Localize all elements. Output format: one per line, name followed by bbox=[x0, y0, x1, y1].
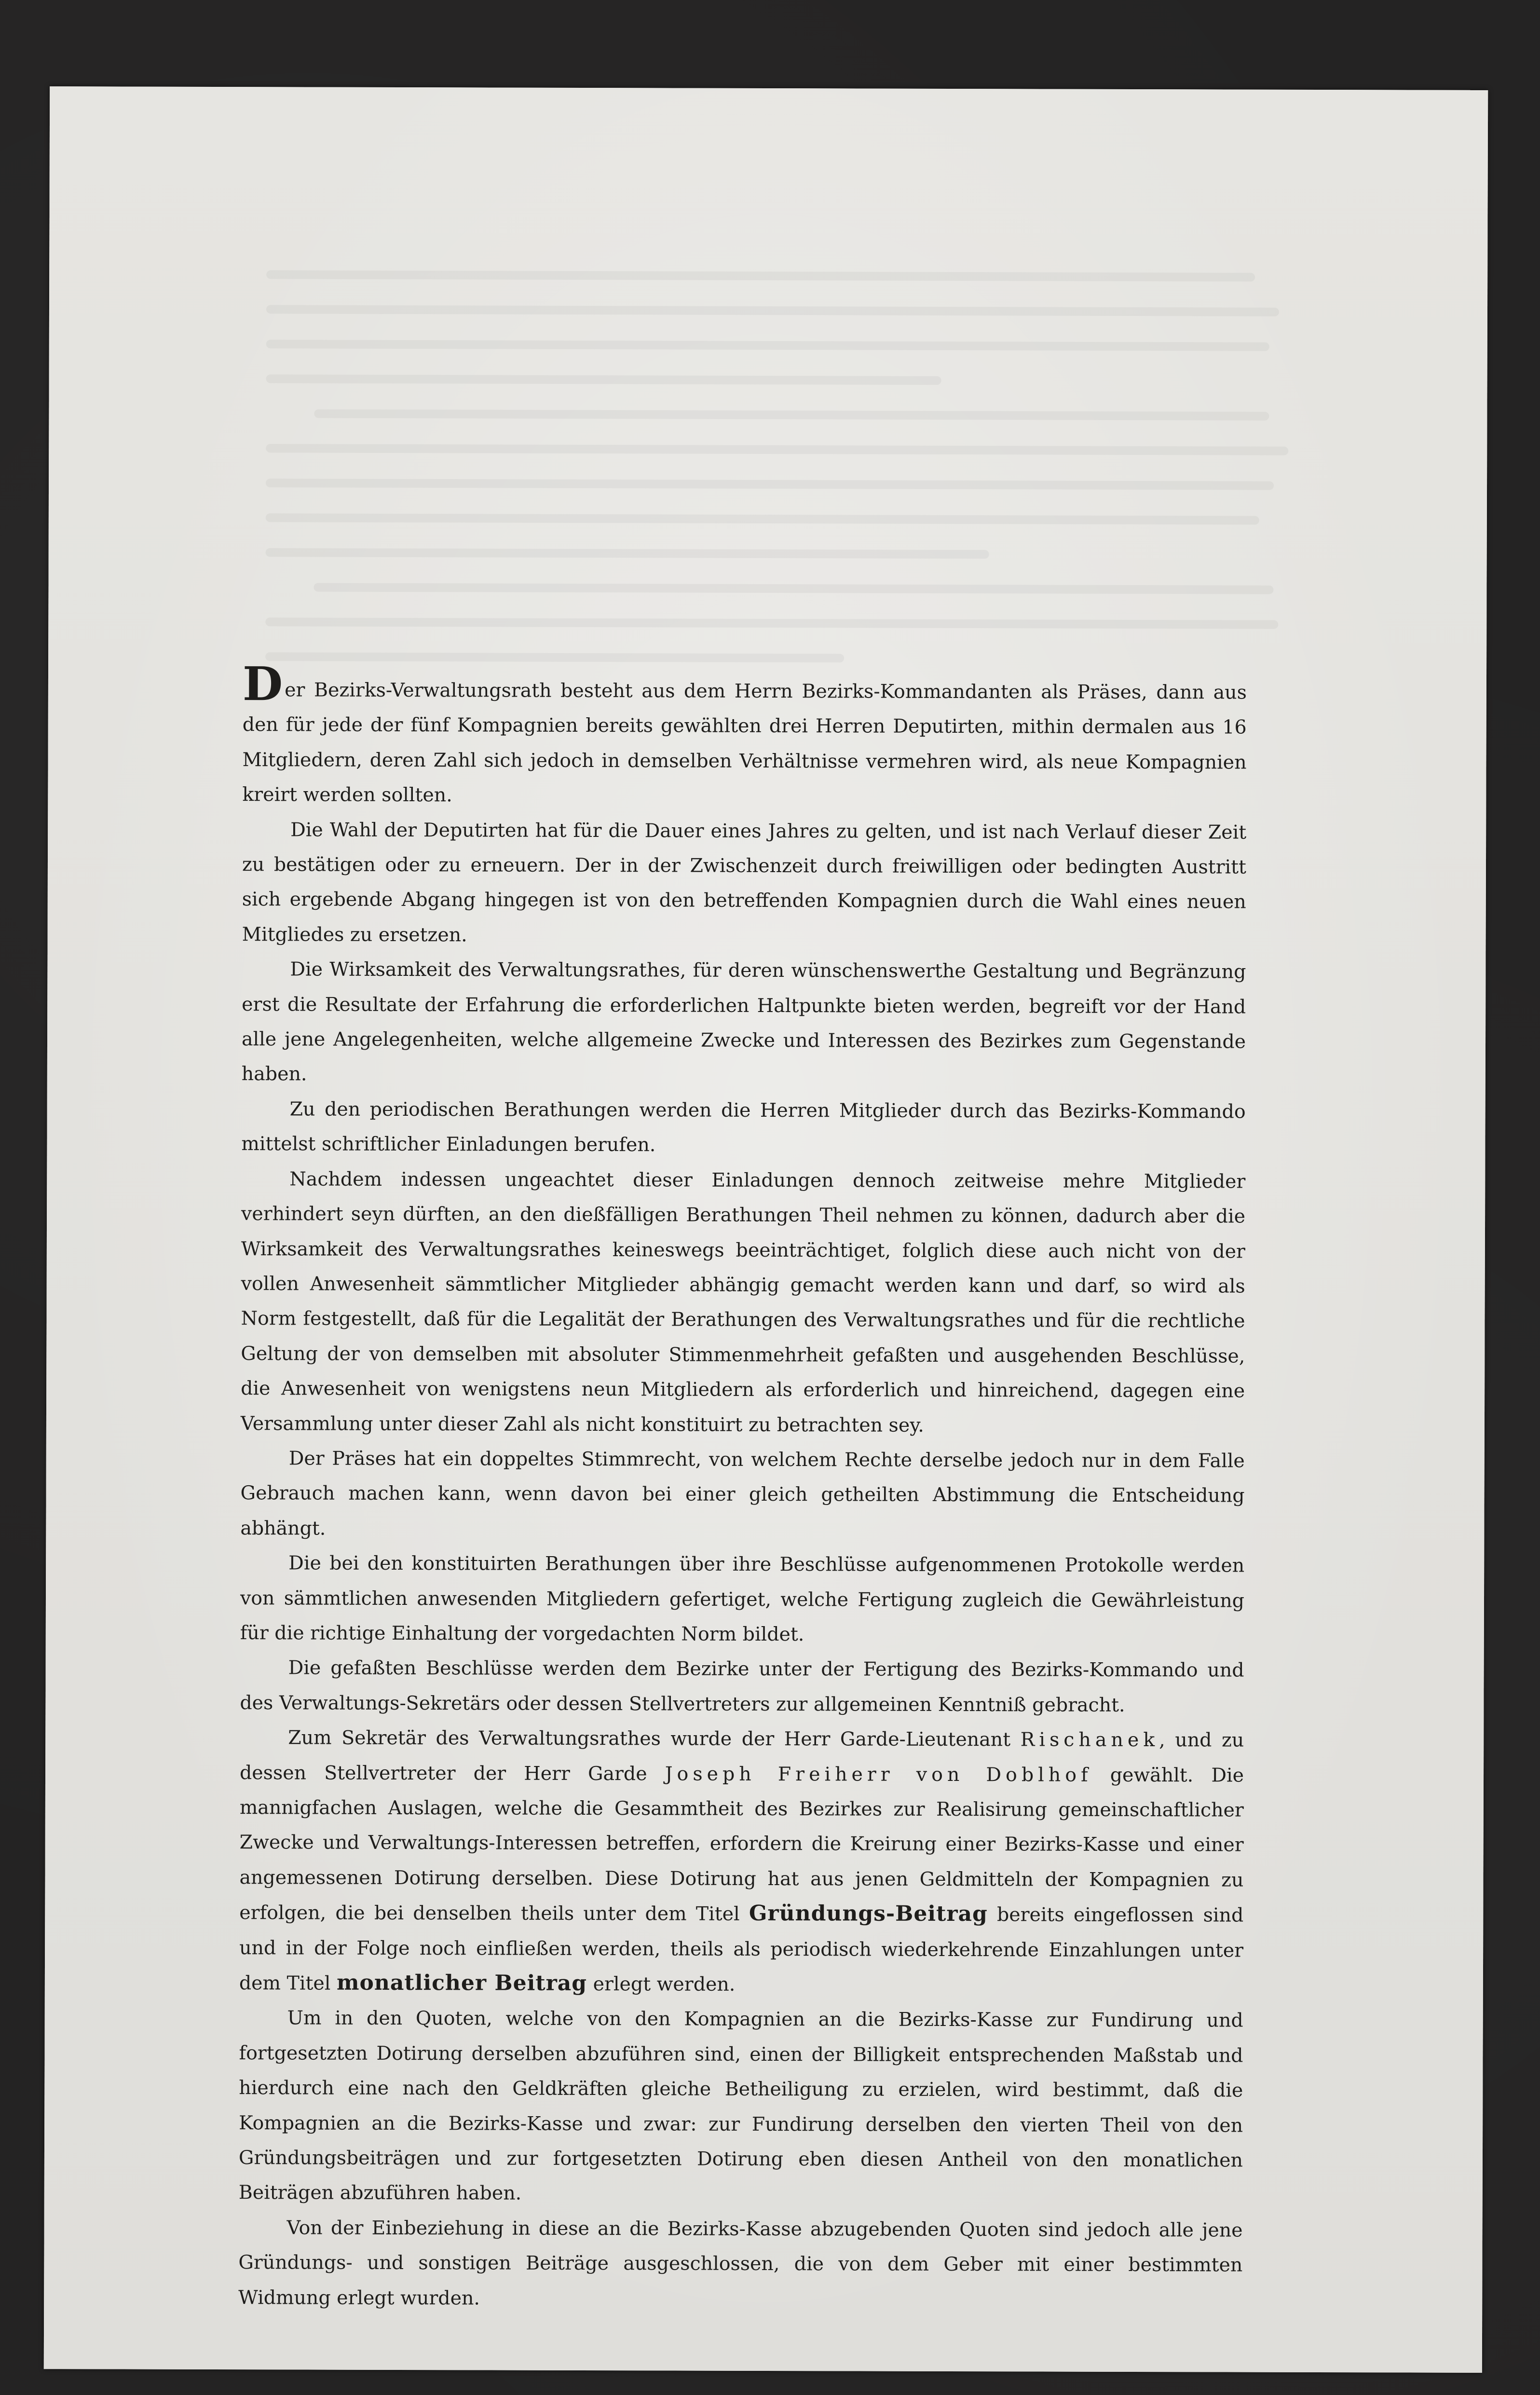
paragraph-verwaltungsrath bbox=[242, 657, 1247, 815]
deputy-name: Joseph Freiherr von Doblhof bbox=[665, 1763, 1092, 1786]
paragraph-text: er Bezirks-Verwaltungsrath besteht aus dem Herrn Bezirks-Kommandanten als Präses, dann aus den für jede der fünf Kompagnien bereits gewählten drei Herren Deputirten, mithin dermalen aus 16 Mitgliedern, deren Zahl sich jedoch in demselben Verhältnisse vermehren wird, als neue Kompagnien kreirt werden sollten. bbox=[242, 679, 1247, 807]
paragraph-text: erlegt werden. bbox=[587, 1973, 736, 1996]
paragraph-beschluesse: Die gefaßten Beschlüsse werden dem Bezirke unter der Fertigung des Bezirks-Kommando und des Verwaltungs-Sekretärs oder dessen Stellvertreters zur allgemeinen Kenntniß gebracht. bbox=[240, 1656, 1244, 1716]
drop-cap: D bbox=[242, 657, 283, 712]
paragraph-quoten: Um in den Quoten, welche von den Kompagnien an die Bezirks-Kasse zur Fundirung und fortgesetzten Dotirung derselben abzuführen sind, einen der Billigkeit entsprechenden Maßstab und hierdurch eine nach den Geldkräften gleiche Betheiligung zu erzielen, wird bestimmt, daß die Kompagnien an die Bezirks-Kasse und zwar: zur Fundirung derselben den vierten Theil von den Gründungsbeiträgen und zur fortgesetzten Dotirung eben diesen Antheil von den monatlichen Beiträgen abzuführen haben. bbox=[238, 2007, 1243, 2205]
paragraph-text: bereits eingeflossen sind und in der Folge noch einfließen werden, theils als periodisch wiederkehrende Einzahlungen unter dem Titel bbox=[239, 1903, 1244, 1995]
paragraph-stimmrecht: Der Präses hat ein doppeltes Stimmrecht, von welchem Rechte derselbe jedoch nur in dem Falle Gebrauch machen kann, wenn davon bei einer gleich getheilten Abstimmung die Entscheidung abhängt. bbox=[240, 1447, 1245, 1540]
paragraph-text: , und zu dessen Stellvertreter der Herr Garde bbox=[239, 1729, 1244, 1785]
secretary-name: Rischanek bbox=[1020, 1728, 1159, 1752]
paragraph-text: gewählt. Die mannigfachen Auslagen, welche die Gesammtheit des Bezirkes zur Realisirung gemeinschaftlicher Zwecke und Verwaltungs-Interessen betreffen, erfordern die Kreirung einer Bezirks-Kasse und einer angemessenen Dotirung derselben. Diese Dotirung hat aus jenen Geldmitteln der Kompagnien zu erfolgen, die bei denselben theils unter dem Titel bbox=[239, 1764, 1244, 1926]
paragraph-berathungen: Zu den periodischen Berathungen werden die Herren Mitglieder durch das Bezirks-Kommando mittelst schriftlicher Einladungen berufen. bbox=[241, 1098, 1246, 1156]
title-monatlicher-beitrag: monatlicher Beitrag bbox=[336, 1970, 587, 1996]
paragraph-sekretaer-kasse bbox=[239, 1720, 1244, 2003]
paragraph-ausnahmen: Von der Einbeziehung in diese an die Bezirks-Kasse abzugebenden Quoten sind jedoch alle jene Gründungs- und sonstigen Beiträge ausgeschlossen, die von dem Geber mit einer bestimmten Widmung erlegt wurden. bbox=[238, 2217, 1243, 2310]
title-gruendungs-beitrag: Gründungs-Beitrag bbox=[749, 1901, 988, 1927]
document-sheet bbox=[44, 86, 1488, 2373]
paragraph-text: Zum Sekretär des Verwaltungsrathes wurde der Herr Garde-Lieutenant bbox=[288, 1726, 1021, 1751]
paragraph-wirksamkeit: Die Wirksamkeit des Verwaltungsrathes, für deren wünschenswerthe Gestaltung und Begränzung erst die Resultate der Erfahrung die erforderlichen Haltpunkte bieten werden, begreift vor der Hand alle jene Angelegenheiten, welche allgemeine Zwecke und Interessen des Bezirkes zum Gegenstande haben. bbox=[241, 958, 1246, 1085]
document-body bbox=[238, 657, 1247, 2318]
paragraph-protokolle: Die bei den konstituirten Berathungen über ihre Beschlüsse aufgenommenen Protokolle werden von sämmtlichen anwesenden Mitgliedern gefertiget, welche Fertigung zugleich die Gewährleistung für die richtige Einhaltung der vorgedachten Norm bildet. bbox=[240, 1552, 1245, 1646]
paragraph-wahl-deputirten: Die Wahl der Deputirten hat für die Dauer eines Jahres zu gelten, und ist nach Verlauf dieser Zeit zu bestätigen oder zu erneuern. Der in der Zwischenzeit durch freiwilligen oder bedingten Austritt sich ergebende Abgang hingegen ist von den betreffenden Kompagnien durch die Wahl eines neuen Mitgliedes zu ersetzen. bbox=[242, 819, 1247, 946]
paragraph-legalitaet: Nachdem indessen ungeachtet dieser Einladungen dennoch zeitweise mehre Mitglieder verhindert seyn dürften, an den dießfälligen Berathungen Theil nehmen zu können, dadurch aber die Wirksamkeit des Verwaltungsrathes keineswegs beeinträchtiget, folglich diese auch nicht von der vollen Anwesenheit sämmtlicher Mitglieder abhängig gemacht werden kann und darf, so wird als Norm festgestellt, daß für die Legalität der Berathungen des Verwaltungsrathes und für die rechtliche Geltung der von demselben mit absoluter Stimmenmehrheit gefaßten und ausgehenden Beschlüsse, die Anwesenheit von wenigstens neun Mitgliedern als erforderlich und hinreichend, dagegen eine Versammlung unter dieser Zahl als nicht konstituirt zu betrachten sey. bbox=[240, 1168, 1246, 1437]
